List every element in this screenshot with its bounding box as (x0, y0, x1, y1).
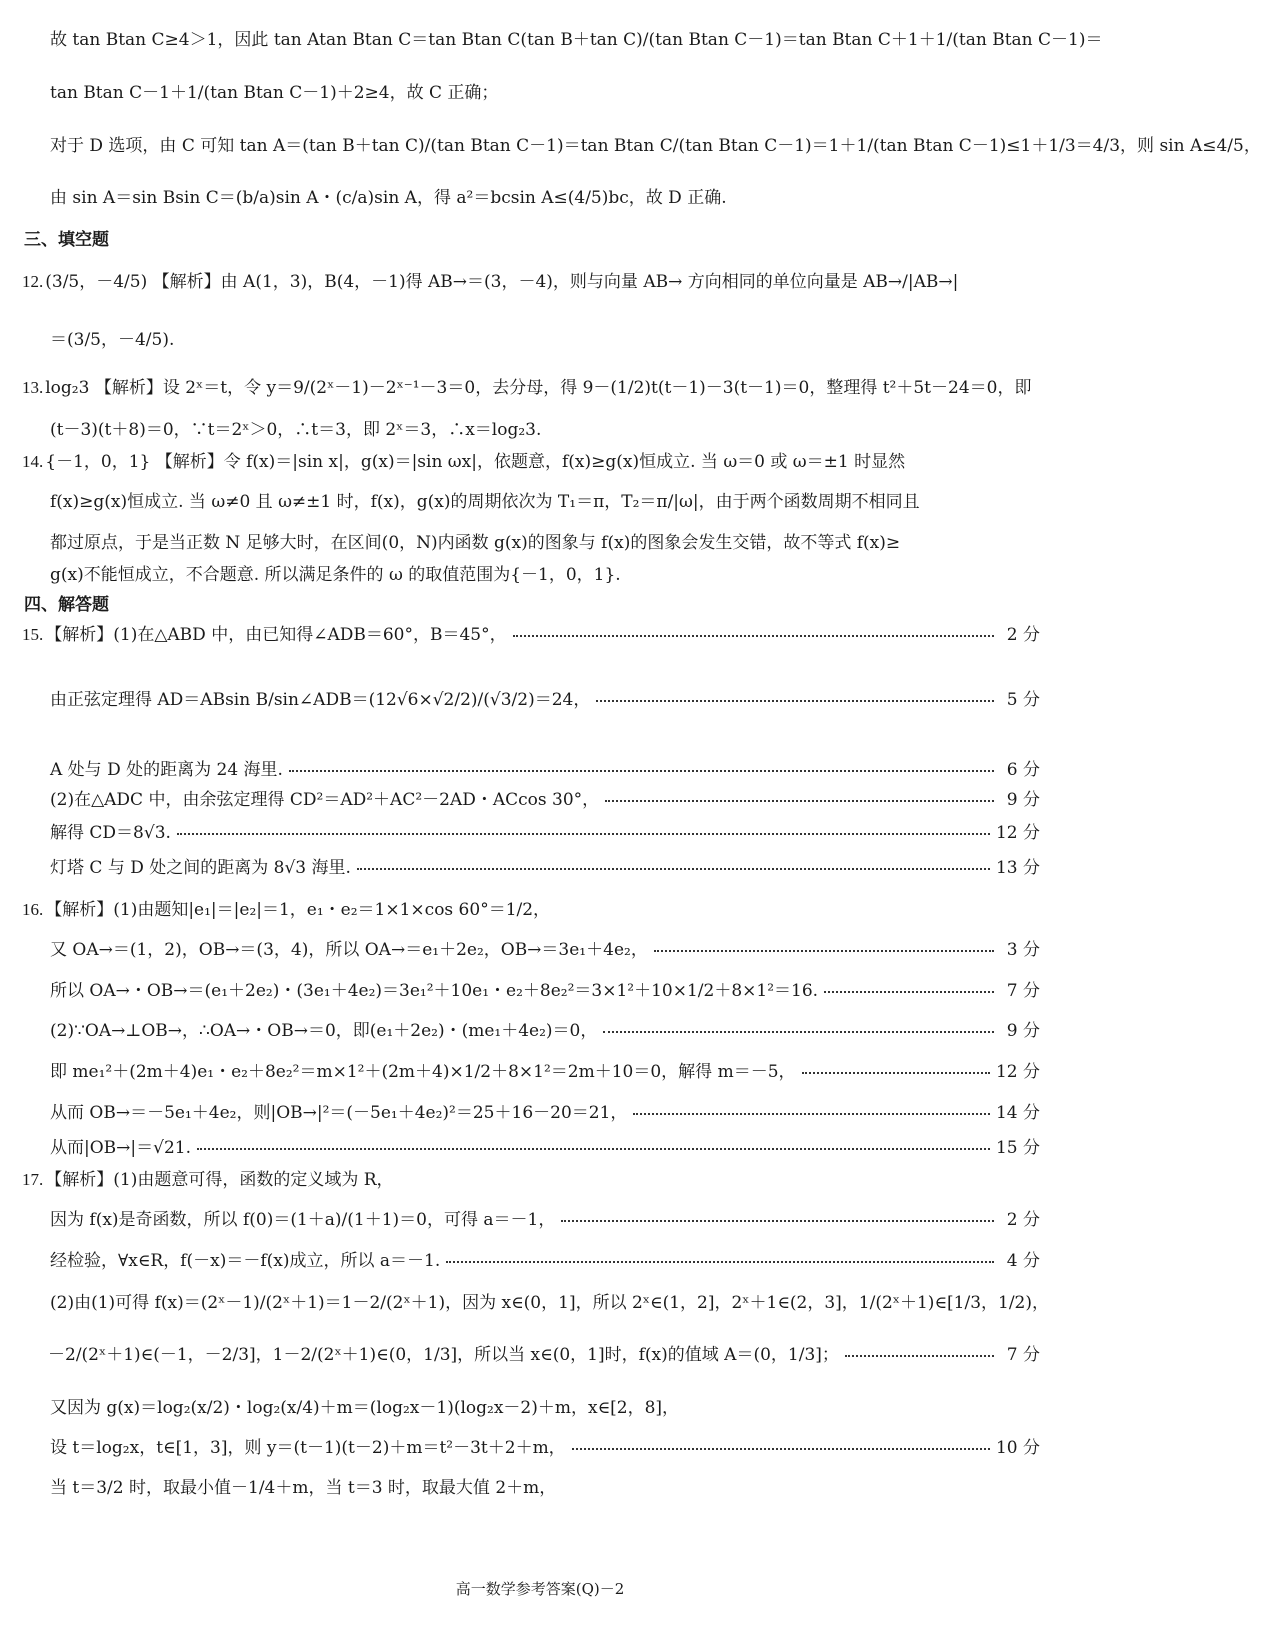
q16-row: (2)∵OA→⊥OB→，∴OA→・OB→＝0，即(e₁＋2e₂)・(me₁＋4e₂)＝0， 9 分 (50, 1021, 1040, 1041)
score-label: 9 分 (1006, 790, 1040, 810)
q16-row: 16. 【解析】(1)由题知|e₁|＝|e₂|＝1，e₁・e₂＝1×1×cos 60°＝1/2， (22, 900, 551, 920)
q15-row: 由正弦定理得 AD＝ABsin B/sin∠ADB＝(12√6×√2/2)/(√3/2)＝24， 5 分 (50, 690, 1040, 710)
q17-row: 17. 【解析】(1)由题意可得，函数的定义域为 R， (22, 1170, 394, 1190)
top-line-1: 故 tan Btan C≥4＞1，因此 tan Atan Btan C＝tan Btan C(tan B＋tan C)/(tan Btan C－1)＝tan Btan C＋1＋1/(tan Btan C－1)＝ (50, 30, 1103, 50)
score-label: 14 分 (995, 1103, 1040, 1123)
dotted-leader (572, 1447, 990, 1450)
q15-row: 灯塔 C 与 D 处之间的距离为 8√3 海里. 13 分 (50, 858, 1040, 878)
q17-row: －2/(2ˣ＋1)∈(－1，－2/3]，1－2/(2ˣ＋1)∈(0，1/3]，所以当 x∈(0，1]时，f(x)的值域 A＝(0，1/3]； 7 分 (48, 1345, 1040, 1365)
q13-line-1: 13. log₂3 【解析】设 2ˣ＝t，令 y＝9/(2ˣ－1)－2ˣ⁻¹－3＝0，去分母，得 9－(1/2)t(t－1)－3(t－1)＝0，整理得 t²＋5t－24＝0，即 (22, 378, 1032, 398)
score-label: 12 分 (995, 1062, 1040, 1082)
q14-line-3: 都过原点，于是当正数 N 足够大时，在区间(0，N)内函数 g(x)的图象与 f(x)的图象会发生交错，故不等式 f(x)≥ (50, 533, 901, 553)
top-line-4: 由 sin A＝sin Bsin C＝(b/a)sin A・(c/a)sin A，得 a²＝bcsin A≤(4/5)bc，故 D 正确. (50, 188, 727, 208)
score-label: 7 分 (1006, 1345, 1040, 1365)
q16-row: 所以 OA→・OB→＝(e₁＋2e₂)・(3e₁＋4e₂)＝3e₁²＋10e₁・e₂＋8e₂²＝3×1²＋10×1/2＋8×1²＝16. 7 分 (50, 981, 1040, 1001)
score-label: 5 分 (1006, 690, 1040, 710)
score-label: 6 分 (1006, 760, 1040, 780)
dotted-leader (197, 1147, 990, 1150)
dotted-leader (605, 799, 994, 802)
q17-row: 因为 f(x)是奇函数，所以 f(0)＝(1＋a)/(1＋1)＝0，可得 a＝－1， 2 分 (50, 1210, 1040, 1230)
score-label: 10 分 (995, 1438, 1040, 1458)
dotted-leader (513, 634, 994, 637)
q17-row: 设 t＝log₂x，t∈[1，3]，则 y＝(t－1)(t－2)＋m＝t²－3t＋2＋m， 10 分 (50, 1438, 1040, 1458)
q17-row: 经检验，∀x∈R，f(－x)＝－f(x)成立，所以 a＝－1. 4 分 (50, 1251, 1040, 1271)
dotted-leader (177, 832, 990, 835)
q15-row: 15. 【解析】(1)在△ABD 中，由已知得∠ADB＝60°，B＝45°， 2 分 (22, 625, 1040, 645)
q15-row: 解得 CD＝8√3. 12 分 (50, 823, 1040, 843)
dotted-leader (824, 990, 994, 993)
q16-row: 从而|OB→|＝√21. 15 分 (50, 1138, 1040, 1158)
score-label: 13 分 (995, 858, 1040, 878)
q14-line-2: f(x)≥g(x)恒成立. 当 ω≠0 且 ω≠±1 时，f(x)，g(x)的周期依次为 T₁＝π，T₂＝π/|ω|，由于两个函数周期不相同且 (50, 492, 920, 512)
score-label: 7 分 (1006, 981, 1040, 1001)
dotted-leader (633, 1112, 990, 1115)
section3-heading: 三、填空题 (24, 230, 109, 250)
q17-row: (2)由(1)可得 f(x)＝(2ˣ－1)/(2ˣ＋1)＝1－2/(2ˣ＋1)，因为 x∈(0，1]，所以 2ˣ∈(1，2]，2ˣ＋1∈(2，3]，1/(2ˣ＋1)∈[1/3，1/2)， (50, 1293, 1050, 1313)
dotted-leader (357, 867, 990, 870)
dotted-leader (845, 1354, 994, 1357)
dotted-leader (446, 1260, 994, 1263)
dotted-leader (654, 949, 994, 952)
top-line-3: 对于 D 选项，由 C 可知 tan A＝(tan B＋tan C)/(tan Btan C－1)＝tan Btan C/(tan Btan C－1)＝1＋1/(tan Btan C－1)≤1＋1/3＝4/3，则 sin A≤4/5， (50, 136, 1261, 156)
q14-line-1: 14. {－1，0，1} 【解析】令 f(x)＝|sin x|，g(x)＝|sin ωx|，依题意，f(x)≥g(x)恒成立. 当 ω＝0 或 ω＝±1 时显然 (22, 452, 906, 472)
score-label: 12 分 (995, 823, 1040, 843)
score-label: 3 分 (1006, 940, 1040, 960)
dotted-leader (561, 1219, 994, 1222)
q13-line-2: (t－3)(t＋8)＝0，∵t＝2ˣ＞0，∴t＝3，即 2ˣ＝3，∴x＝log₂3. (50, 420, 542, 440)
q16-row: 从而 OB→＝－5e₁＋4e₂，则|OB→|²＝(－5e₁＋4e₂)²＝25＋16－20＝21， 14 分 (50, 1103, 1040, 1123)
q12-line-1: 12. (3/5，－4/5) 【解析】由 A(1，3)，B(4，－1)得 AB→＝(3，－4)，则与向量 AB→ 方向相同的单位向量是 AB→/|AB→| (22, 272, 959, 292)
q12-line-2: ＝(3/5，－4/5). (50, 330, 175, 350)
score-label: 9 分 (1006, 1021, 1040, 1041)
q17-row: 又因为 g(x)＝log₂(x/2)・log₂(x/4)＋m＝(log₂x－1)(log₂x－2)＋m，x∈[2，8]， (50, 1398, 680, 1418)
top-line-2: tan Btan C－1＋1/(tan Btan C－1)＋2≥4，故 C 正确； (50, 83, 499, 103)
q14-line-4: g(x)不能恒成立，不合题意. 所以满足条件的 ω 的取值范围为{－1，0，1}. (50, 565, 621, 585)
q16-row: 又 OA→＝(1，2)，OB→＝(3，4)，所以 OA→＝e₁＋2e₂，OB→＝3e₁＋4e₂， 3 分 (50, 940, 1040, 960)
score-label: 4 分 (1006, 1251, 1040, 1271)
section4-heading: 四、解答题 (24, 595, 109, 615)
score-label: 2 分 (1006, 625, 1040, 645)
score-label: 15 分 (995, 1138, 1040, 1158)
dotted-leader (603, 1030, 994, 1033)
q15-row: A 处与 D 处的距离为 24 海里. 6 分 (50, 760, 1040, 780)
q15-row: (2)在△ADC 中，由余弦定理得 CD²＝AD²＋AC²－2AD・ACcos 30°， 9 分 (50, 790, 1040, 810)
q16-row: 即 me₁²＋(2m＋4)e₁・e₂＋8e₂²＝m×1²＋(2m＋4)×1/2＋8×1²＝2m＋10＝0，解得 m＝－5， 12 分 (50, 1062, 1040, 1082)
q17-row: 当 t＝3/2 时，取最小值－1/4＋m，当 t＝3 时，取最大值 2＋m， (50, 1478, 557, 1498)
dotted-leader (289, 769, 994, 772)
page-footer: 高一数学参考答案(Q)－2 (455, 1580, 625, 1598)
score-label: 2 分 (1006, 1210, 1040, 1230)
dotted-leader (596, 699, 994, 702)
dotted-leader (802, 1071, 990, 1074)
